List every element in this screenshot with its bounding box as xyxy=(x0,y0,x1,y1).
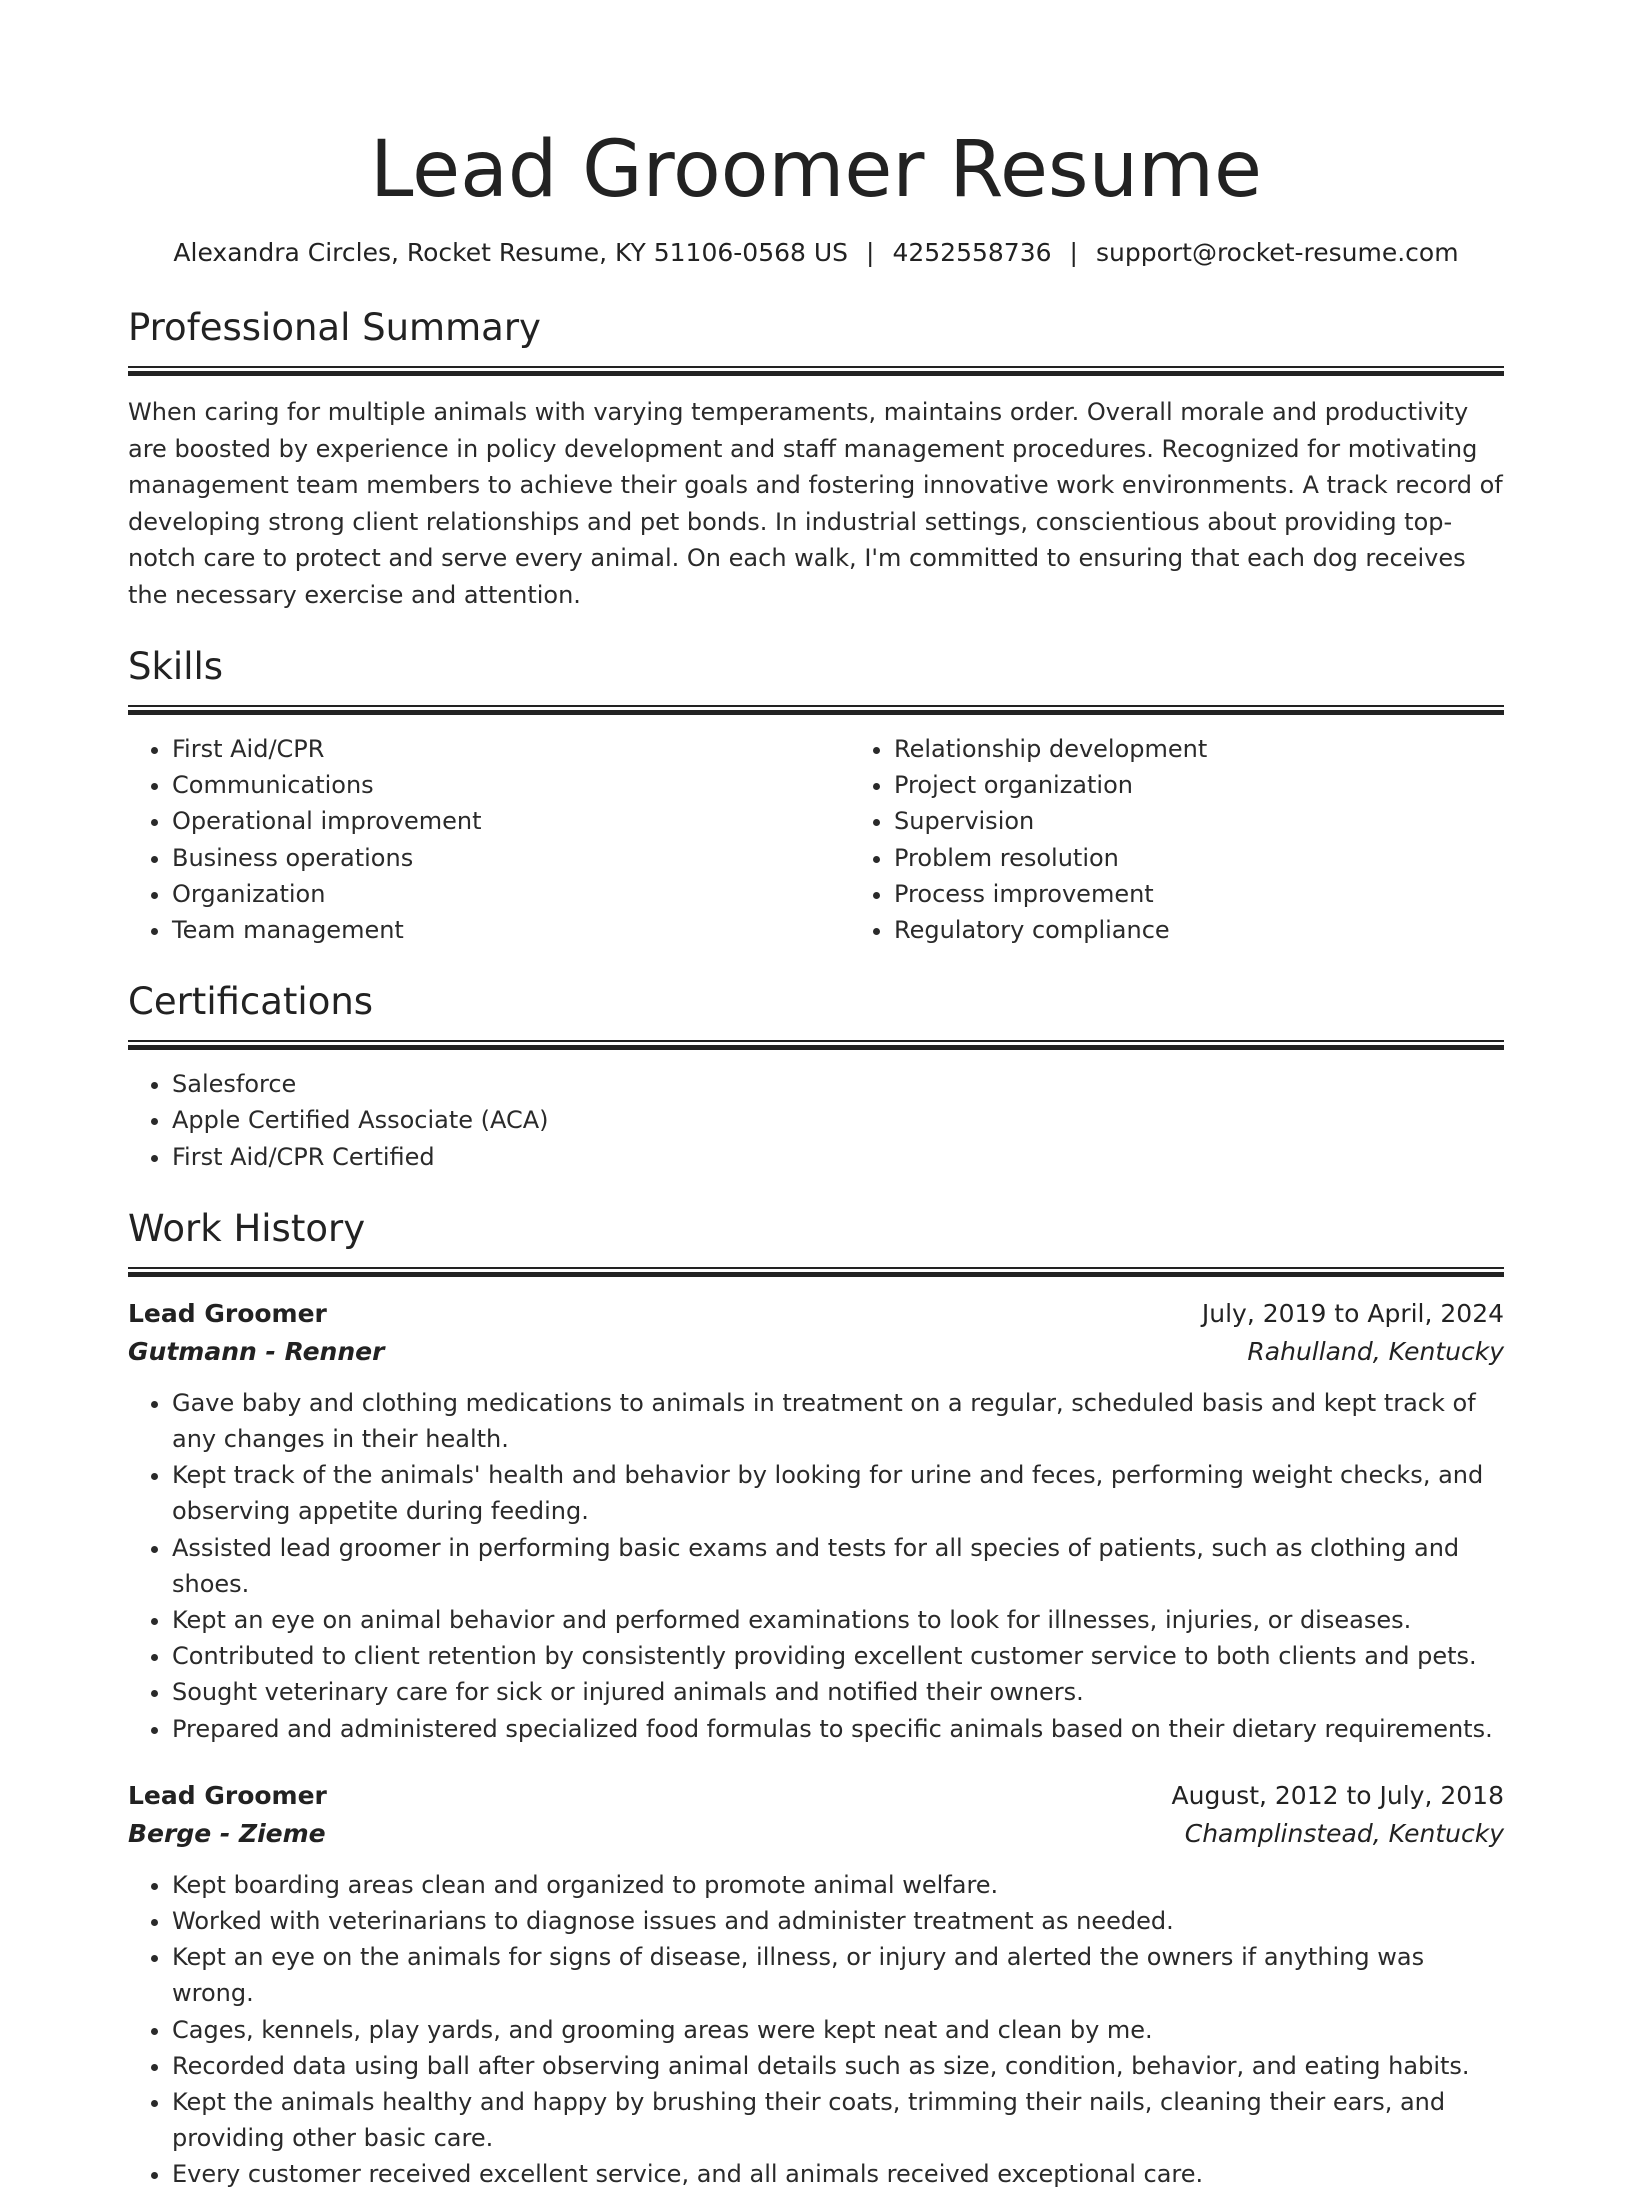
list-item: • Kept an eye on animal behavior and performed examinations to look for illnesses, injuries, or diseases. xyxy=(172,1602,1504,1638)
list-item: • Regulatory compliance xyxy=(894,912,1572,948)
list-item: • Cages, kennels, play yards, and grooming areas were kept neat and clean by me. xyxy=(172,2012,1504,2048)
list-item: • Sought veterinary care for sick or injured animals and notified their owners. xyxy=(172,1674,1504,1710)
list-item: • Communications xyxy=(172,767,850,803)
list-item: • Every customer received excellent service, and all animals received exceptional care. xyxy=(172,2156,1504,2192)
job-company: Gutmann - Renner xyxy=(128,1336,385,1366)
list-item: • Team management xyxy=(172,912,850,948)
list-item: • Recorded data using ball after observing animal details such as size, condition, behavior, and eating habits. xyxy=(172,2048,1504,2084)
section-heading: Skills xyxy=(128,645,224,688)
list-item: • First Aid/CPR xyxy=(172,731,850,767)
professional-summary-section xyxy=(128,304,1504,613)
list-item: • Kept track of the animals' health and behavior by looking for urine and feces, performing weight checks, and observing appetite during feeding. xyxy=(172,1457,1504,1529)
list-item: • Kept an eye on the animals for signs of disease, illness, or injury and alerted the owners if anything was wrong. xyxy=(172,1939,1504,2011)
jobs-container xyxy=(128,1295,1504,2193)
job-header-row xyxy=(128,1295,1504,1333)
resume-page xyxy=(128,0,1504,2193)
job-entry xyxy=(128,1777,1504,2193)
job-duties-list xyxy=(128,1867,1504,2193)
list-item: • Project organization xyxy=(894,767,1572,803)
section-divider xyxy=(128,1267,1504,1277)
list-item: • Supervision xyxy=(894,803,1572,839)
contact-address: Alexandra Circles, Rocket Resume, KY 51106-0568 US xyxy=(173,238,849,267)
list-item: • First Aid/CPR Certified xyxy=(172,1139,1504,1175)
resume-title: Lead Groomer Resume xyxy=(370,125,1262,215)
list-item: • Contributed to client retention by consistently providing excellent customer service to both clients and pets. xyxy=(172,1638,1504,1674)
skills-grid xyxy=(128,731,1504,948)
list-item: • Relationship development xyxy=(894,731,1572,767)
section-heading: Professional Summary xyxy=(128,306,541,349)
job-company-row xyxy=(128,1815,1504,1853)
contact-separator: | xyxy=(866,238,875,267)
contact-phone: 4252558736 xyxy=(892,238,1052,267)
job-location: Rahulland, Kentucky xyxy=(1247,1336,1504,1366)
list-item: • Operational improvement xyxy=(172,803,850,839)
job-duties-list xyxy=(128,1385,1504,1747)
section-heading: Work History xyxy=(128,1206,366,1250)
list-item: • Problem resolution xyxy=(894,840,1572,876)
summary-text: When caring for multiple animals with varying temperaments, maintains order. Overall morale and productivity are boosted by experience in policy development and staff management procedures. Recognized for motivating management team members to achieve their goals and fostering innovative work environments. A track record of developing strong client relationships and pet bonds. In industrial settings, conscientious about providing top-notch care to protect and serve every animal. On each walk, I'm committed to ensuring that each dog receives the necessary exercise and attention. xyxy=(128,398,1503,609)
job-title: Lead Groomer xyxy=(128,1780,327,1810)
list-item: • Kept the animals healthy and happy by brushing their coats, trimming their nails, cleaning their ears, and providing other basic care. xyxy=(172,2084,1504,2156)
section-divider xyxy=(128,366,1504,376)
section-divider xyxy=(128,705,1504,715)
job-title: Lead Groomer xyxy=(128,1298,327,1328)
list-item: • Assisted lead groomer in performing basic exams and tests for all species of patients, such as clothing and shoes. xyxy=(172,1530,1504,1602)
job-company: Berge - Zieme xyxy=(128,1818,326,1848)
list-item: • Worked with veterinarians to diagnose issues and administer treatment as needed. xyxy=(172,1903,1504,1939)
list-item: • Organization xyxy=(172,876,850,912)
section-heading: Certifications xyxy=(128,980,374,1024)
list-item: • Business operations xyxy=(172,840,850,876)
job-company-row xyxy=(128,1333,1504,1371)
job-entry xyxy=(128,1295,1504,1747)
certifications-list xyxy=(128,1066,1504,1175)
contact-email: support@rocket-resume.com xyxy=(1095,238,1459,267)
job-dates: August, 2012 to July, 2018 xyxy=(1171,1780,1504,1810)
job-location: Champlinstead, Kentucky xyxy=(1184,1818,1504,1848)
skills-list-right xyxy=(850,731,1572,948)
list-item: • Process improvement xyxy=(894,876,1572,912)
job-header-row xyxy=(128,1777,1504,1815)
list-item: • Kept boarding areas clean and organized to promote animal welfare. xyxy=(172,1867,1504,1903)
list-item: • Salesforce xyxy=(172,1066,1504,1102)
contact-separator: | xyxy=(1069,238,1078,267)
list-item: • Apple Certified Associate (ACA) xyxy=(172,1102,1504,1138)
list-item: • Prepared and administered specialized food formulas to specific animals based on their dietary requirements. xyxy=(172,1711,1504,1747)
list-item: • Gave baby and clothing medications to animals in treatment on a regular, scheduled basis and kept track of any changes in their health. xyxy=(172,1385,1504,1457)
skills-section xyxy=(128,643,1504,948)
job-dates: July, 2019 to April, 2024 xyxy=(1201,1298,1504,1328)
contact-line xyxy=(128,236,1504,270)
skills-list-left xyxy=(128,731,850,948)
certifications-section xyxy=(128,978,1504,1175)
section-divider xyxy=(128,1040,1504,1050)
work-history-section xyxy=(128,1205,1504,2193)
